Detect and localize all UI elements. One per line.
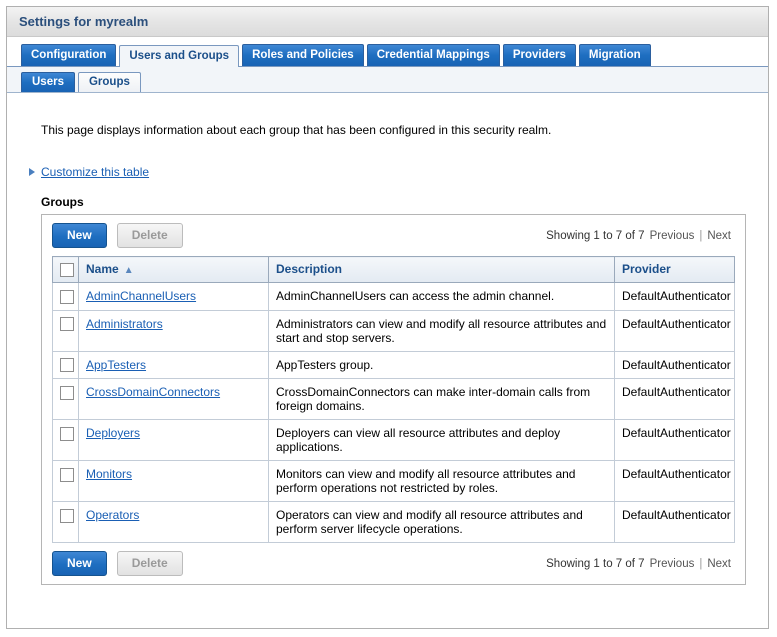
row-checkbox[interactable] — [60, 317, 74, 331]
row-checkbox[interactable] — [60, 358, 74, 372]
tab-credential-mappings[interactable]: Credential Mappings — [367, 44, 500, 66]
table-row — [53, 351, 735, 379]
row-name-cell — [79, 502, 269, 543]
table-row — [53, 379, 735, 420]
subtab-groups[interactable]: Groups — [78, 72, 141, 92]
pager-separator-bottom: | — [699, 557, 703, 570]
row-select-cell — [53, 461, 79, 502]
pager-previous-top[interactable]: Previous — [649, 229, 695, 242]
column-header-provider[interactable]: Provider — [615, 257, 735, 283]
row-checkbox[interactable] — [60, 509, 74, 523]
row-select-cell — [53, 310, 79, 351]
select-all-checkbox[interactable] — [60, 263, 74, 277]
sort-ascending-icon: ▲ — [123, 265, 134, 277]
groups-table-panel — [41, 214, 746, 585]
group-link[interactable]: AppTesters — [86, 357, 147, 372]
row-description-cell: Operators can view and modify all resource attributes and perform server lifecycle operations. — [269, 502, 615, 543]
row-name-cell — [79, 379, 269, 420]
row-name-cell — [79, 461, 269, 502]
row-select-cell — [53, 502, 79, 543]
column-header-description[interactable]: Description — [269, 257, 615, 283]
section-title: Groups — [41, 195, 84, 209]
settings-page-frame — [6, 6, 769, 629]
row-select-cell — [53, 351, 79, 379]
row-provider-cell: DefaultAuthenticator — [615, 502, 735, 543]
pager-separator-top: | — [699, 229, 703, 242]
tab-configuration[interactable]: Configuration — [21, 44, 116, 66]
row-provider-cell: DefaultAuthenticator — [615, 351, 735, 379]
tab-providers[interactable]: Providers — [503, 44, 576, 66]
group-link[interactable]: Deployers — [86, 426, 141, 441]
row-name-cell — [79, 420, 269, 461]
row-description-cell: AdminChannelUsers can access the admin channel. — [269, 282, 615, 310]
page-title: Settings for myrealm — [19, 14, 149, 29]
group-link[interactable]: AdminChannelUsers — [86, 288, 197, 303]
table-row — [53, 282, 735, 310]
row-provider-cell: DefaultAuthenticator — [615, 461, 735, 502]
tab-migration[interactable]: Migration — [579, 44, 651, 66]
row-description-cell: AppTesters group. — [269, 351, 615, 379]
table-toolbar-bottom — [42, 543, 745, 584]
tab-users-and-groups[interactable]: Users and Groups — [119, 45, 239, 67]
row-checkbox[interactable] — [60, 386, 74, 400]
row-provider-cell: DefaultAuthenticator — [615, 420, 735, 461]
group-link[interactable]: Monitors — [86, 467, 133, 482]
pager-showing-top: Showing 1 to 7 of 7 — [546, 229, 645, 242]
pager-bottom — [546, 558, 735, 570]
row-select-cell — [53, 420, 79, 461]
table-row — [53, 502, 735, 543]
pager-next-top[interactable]: Next — [707, 229, 731, 242]
pager-showing-bottom: Showing 1 to 7 of 7 — [546, 557, 645, 570]
new-button-top[interactable]: New — [52, 223, 107, 248]
delete-button-top[interactable]: Delete — [117, 223, 183, 248]
pager-top — [546, 230, 735, 242]
pager-previous-bottom[interactable]: Previous — [649, 557, 695, 570]
window-title-bar — [7, 7, 768, 37]
column-header-name[interactable] — [79, 257, 269, 283]
row-name-cell — [79, 282, 269, 310]
groups-table — [52, 256, 735, 543]
select-all-header — [53, 257, 79, 283]
intro-text: This page displays information about each group that has been configured in this security realm. — [41, 123, 552, 137]
row-checkbox[interactable] — [60, 427, 74, 441]
tab-roles-and-policies[interactable]: Roles and Policies — [242, 44, 364, 66]
row-description-cell: Administrators can view and modify all resource attributes and start and stop servers. — [269, 310, 615, 351]
table-row — [53, 461, 735, 502]
row-provider-cell: DefaultAuthenticator — [615, 282, 735, 310]
customize-this-table-link[interactable]: Customize this table — [41, 165, 150, 179]
page-content — [7, 93, 768, 585]
table-row — [53, 420, 735, 461]
row-description-cell: Monitors can view and modify all resource attributes and perform operations not restricted by roles. — [269, 461, 615, 502]
group-link[interactable]: Administrators — [86, 316, 163, 331]
row-description-cell: Deployers can view all resource attributes and deploy applications. — [269, 420, 615, 461]
delete-button-bottom[interactable]: Delete — [117, 551, 183, 576]
table-row — [53, 310, 735, 351]
group-link[interactable]: Operators — [86, 508, 140, 523]
table-header-row — [53, 257, 735, 283]
customize-table-row[interactable] — [21, 137, 754, 179]
group-link[interactable]: CrossDomainConnectors — [86, 385, 221, 400]
row-checkbox[interactable] — [60, 468, 74, 482]
row-name-cell — [79, 351, 269, 379]
primary-tabstrip — [7, 37, 768, 67]
expand-triangle-icon[interactable] — [29, 168, 35, 176]
row-checkbox[interactable] — [60, 290, 74, 304]
row-provider-cell: DefaultAuthenticator — [615, 379, 735, 420]
new-button-bottom[interactable]: New — [52, 551, 107, 576]
row-provider-cell: DefaultAuthenticator — [615, 310, 735, 351]
pager-next-bottom[interactable]: Next — [707, 557, 731, 570]
table-toolbar-top — [42, 215, 745, 256]
row-select-cell — [53, 379, 79, 420]
column-header-name-label: Name — [86, 262, 119, 277]
subtab-users[interactable]: Users — [21, 72, 75, 92]
row-description-cell: CrossDomainConnectors can make inter-domain calls from foreign domains. — [269, 379, 615, 420]
row-name-cell — [79, 310, 269, 351]
secondary-tabstrip — [7, 67, 768, 93]
row-select-cell — [53, 282, 79, 310]
